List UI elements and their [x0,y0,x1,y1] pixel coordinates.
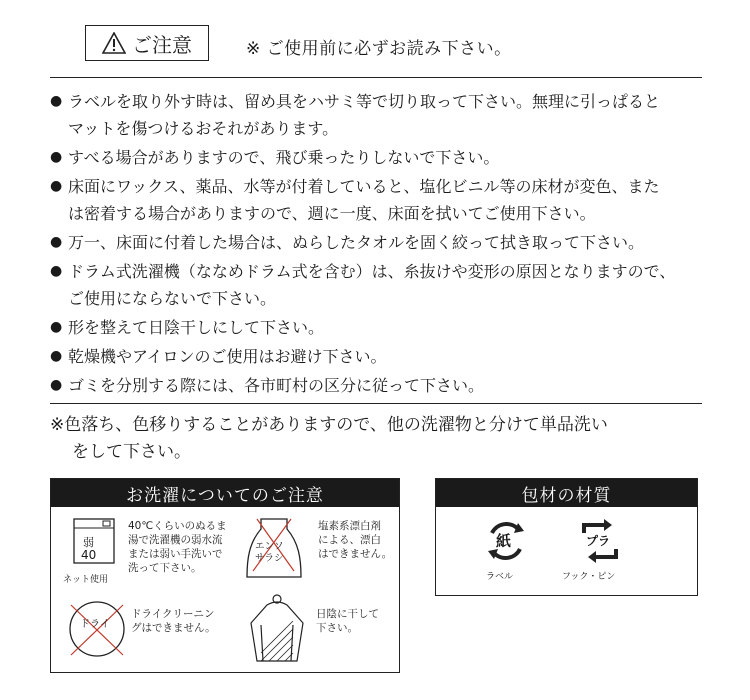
caution-label-box [85,25,209,61]
bleach-label-1: エンソ [255,541,284,552]
paper-caption: ラベル [486,572,514,582]
warning-icon [102,32,126,54]
list-item: ● 万一、床面に付着した場合は、ぬらしたタオルを固く絞って拭き取って下さい。 [50,229,710,256]
shade-dry-shirt-icon [241,593,313,669]
dry-label: ドライ [80,619,110,630]
packaging-material-panel [435,478,698,596]
divider-middle [50,403,702,404]
plastic-recycle-symbol [556,519,646,582]
list-item: ● 形を整えて日陰干しにして下さい。 [50,314,710,341]
color-note-line2: をして下さい。 [72,442,191,462]
caution-list [50,88,710,401]
shade-dry-symbol [241,593,313,669]
list-item: ● ドラム式洗濯機（ななめドラム式を含む）は、糸抜けや変形の原因となりますので、 ご使用にならないで下さい。 [50,258,710,312]
washing-panel-title: お洗濯についてのご注意 [51,479,399,507]
wash-temperature: 40 [81,548,97,562]
packaging-panel-title: 包材の材質 [436,479,697,507]
paper-label: 紙 [496,532,512,550]
list-item: ● 床面にワックス、薬品、水等が付着していると、塩化ビニル等の床材が変色、また は密着する場合がありますので、週に一度、床面を拭いてご使用下さい。 [50,173,710,227]
bleach-instruction: 塩素系漂白剤 による、漂白 はできません。 [318,520,393,560]
washing-care-panel [50,478,400,673]
divider-top [50,77,702,78]
net-use-caption: ネット使用 [63,575,109,585]
wash-symbol-label: 弱 [83,536,94,549]
plastic-caption: フック・ピン [562,572,616,582]
plastic-label: プラ [586,534,611,548]
no-bleach-symbol [239,515,309,585]
color-bleed-note [50,412,710,466]
bleach-label-2: サラシ [255,553,284,564]
list-item: ● 乾燥機やアイロンのご使用はお避け下さい。 [50,343,710,370]
wash-instruction: 40℃くらいのぬるま 湯で洗濯機の弱水流 または弱い手洗いで 洗って下さい。 [128,520,227,574]
color-note-line1: ※色落ち、色移りすることがありますので、他の洗濯物と分けて単品洗い [50,415,608,435]
dryclean-instruction: ドライクリーニン グはできません。 [131,608,216,634]
wash-symbol [63,517,119,587]
no-dryclean-symbol [65,597,129,661]
paper-recycle-symbol [476,519,536,582]
list-item: ● ゴミを分別する際には、各市町村の区分に従って下さい。 [50,372,710,399]
read-before-use-notice: ※ ご使用前に必ずお読み下さい。 [246,39,512,59]
caution-label: ご注意 [132,32,192,57]
list-item: ● すべる場合がありますので、飛び乗ったりしないで下さい。 [50,144,710,171]
shade-dry-instruction: 日陰に干して 下さい。 [316,608,379,634]
list-item: ● ラベルを取り外す時は、留め具をハサミ等で切り取って下さい。無理に引っぱると マットを傷つけるおそれがあります。 [50,88,710,142]
